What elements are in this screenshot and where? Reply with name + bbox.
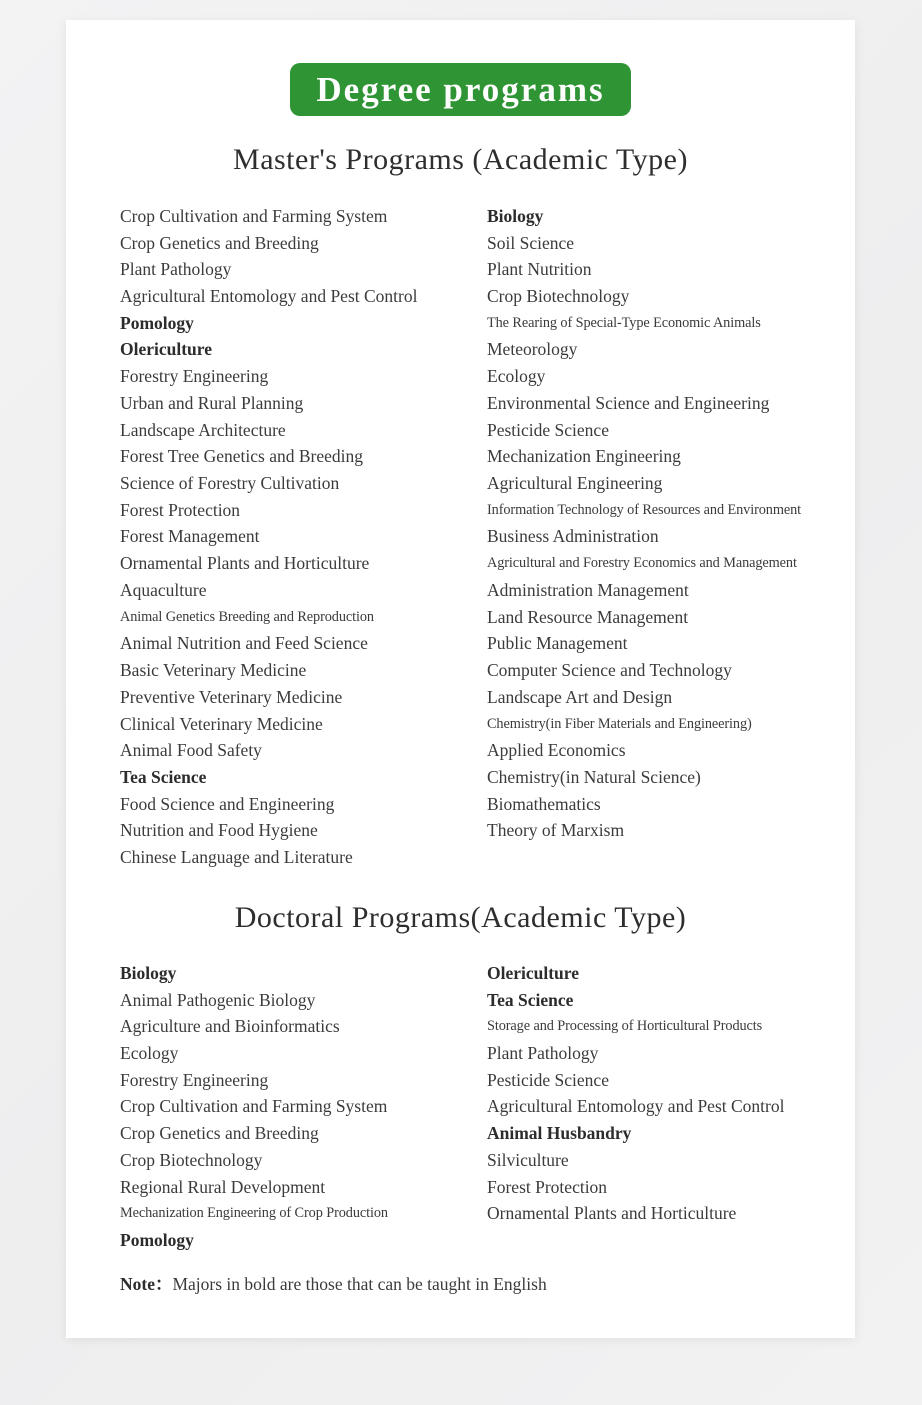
program-item: Chinese Language and Literature xyxy=(120,847,353,868)
program-item: Storage and Processing of Horticultural Products xyxy=(487,1018,763,1035)
program-item: Public Management xyxy=(487,633,628,654)
program-item: Clinical Veterinary Medicine xyxy=(120,713,323,734)
program-item: Biology xyxy=(487,205,544,226)
program-item: Animal Pathogenic Biology xyxy=(120,989,316,1010)
program-item: Applied Economics xyxy=(487,740,626,761)
program-item: Forestry Engineering xyxy=(120,366,269,387)
program-item: Crop Biotechnology xyxy=(120,1149,263,1170)
program-item: Pomology xyxy=(120,312,194,333)
program-item: Tea Science xyxy=(120,766,207,787)
program-item: Urban and Rural Planning xyxy=(120,392,304,413)
program-item: Mechanization Engineering xyxy=(487,446,681,467)
program-item: Computer Science and Technology xyxy=(487,660,732,681)
program-item: Plant Nutrition xyxy=(487,259,592,280)
program-item: Crop Biotechnology xyxy=(487,286,630,307)
masters-section xyxy=(66,203,855,871)
program-item: Forest Protection xyxy=(487,1176,608,1197)
program-item: Land Resource Management xyxy=(487,606,689,627)
masters-section-title: Master's Programs (Academic Type) xyxy=(233,143,688,176)
program-item: Tea Science xyxy=(487,989,574,1010)
program-item: Mechanization Engineering of Crop Production xyxy=(120,1205,388,1222)
program-item: Pomology xyxy=(120,1230,194,1251)
program-item: Forestry Engineering xyxy=(120,1069,269,1090)
doctoral-section xyxy=(66,960,855,1254)
program-item: Pesticide Science xyxy=(487,1069,609,1090)
note-text: Majors in bold are those that can be taught in English xyxy=(172,1273,547,1294)
program-item: Agricultural Entomology and Pest Control xyxy=(487,1096,785,1117)
doctoral-right-column xyxy=(487,960,835,1254)
program-item: Pesticide Science xyxy=(487,419,609,440)
program-item: Theory of Marxism xyxy=(487,820,625,841)
masters-right-column xyxy=(487,203,835,871)
content-card xyxy=(66,20,855,1338)
program-item: Silviculture xyxy=(487,1149,569,1170)
program-item: Forest Management xyxy=(120,526,260,547)
program-item: Meteorology xyxy=(487,339,578,360)
program-item: Landscape Art and Design xyxy=(487,686,673,707)
program-item: Food Science and Engineering xyxy=(120,793,335,814)
badge-row xyxy=(66,63,855,116)
program-item: Olericulture xyxy=(120,339,213,360)
program-item: Administration Management xyxy=(487,579,689,600)
program-item: Environmental Science and Engineering xyxy=(487,392,770,413)
program-item: Chemistry(in Natural Science) xyxy=(487,766,701,787)
program-item: Preventive Veterinary Medicine xyxy=(120,686,343,707)
doctoral-left-column xyxy=(120,960,487,1254)
program-item: Ornamental Plants and Horticulture xyxy=(120,553,370,574)
program-item: Agricultural Entomology and Pest Control xyxy=(120,286,418,307)
program-item: Forest Tree Genetics and Breeding xyxy=(120,446,364,467)
program-item: Biomathematics xyxy=(487,793,601,814)
program-item: Animal Food Safety xyxy=(120,740,262,761)
program-item: Plant Pathology xyxy=(120,259,232,280)
program-item: Science of Forestry Cultivation xyxy=(120,473,340,494)
program-item: Landscape Architecture xyxy=(120,419,286,440)
program-item: Chemistry(in Fiber Materials and Engineering) xyxy=(487,715,752,732)
note-label: Note： xyxy=(120,1273,173,1294)
program-item: Business Administration xyxy=(487,526,659,547)
program-item: The Rearing of Special-Type Economic Animals xyxy=(487,314,761,331)
program-item: Agricultural and Forestry Economics and Management xyxy=(487,555,797,572)
program-item: Ornamental Plants and Horticulture xyxy=(487,1203,737,1224)
program-item: Crop Cultivation and Farming System xyxy=(120,1096,388,1117)
program-item: Crop Cultivation and Farming System xyxy=(120,205,388,226)
program-item: Ecology xyxy=(120,1042,179,1063)
program-item: Information Technology of Resources and Environment xyxy=(487,501,802,518)
program-item: Crop Genetics and Breeding xyxy=(120,1123,319,1144)
program-item: Forest Protection xyxy=(120,499,241,520)
program-item: Olericulture xyxy=(487,962,580,983)
program-item: Animal Husbandry xyxy=(487,1123,632,1144)
program-item: Ecology xyxy=(487,366,546,387)
program-item: Regional Rural Development xyxy=(120,1176,326,1197)
program-item: Agricultural Engineering xyxy=(487,473,663,494)
program-item: Plant Pathology xyxy=(487,1042,599,1063)
program-item: Nutrition and Food Hygiene xyxy=(120,820,318,841)
degree-programs-badge: Degree programs xyxy=(290,63,630,116)
program-item: Animal Genetics Breeding and Reproduction xyxy=(120,608,374,625)
program-item: Animal Nutrition and Feed Science xyxy=(120,633,368,654)
program-item: Crop Genetics and Breeding xyxy=(120,232,319,253)
program-item: Agriculture and Bioinformatics xyxy=(120,1016,340,1037)
note xyxy=(66,1271,855,1298)
program-item: Biology xyxy=(120,962,177,983)
program-item: Basic Veterinary Medicine xyxy=(120,660,307,681)
program-item: Soil Science xyxy=(487,232,574,253)
program-item: Aquaculture xyxy=(120,579,207,600)
doctoral-section-title: Doctoral Programs(Academic Type) xyxy=(234,900,687,934)
masters-left-column xyxy=(120,203,487,871)
